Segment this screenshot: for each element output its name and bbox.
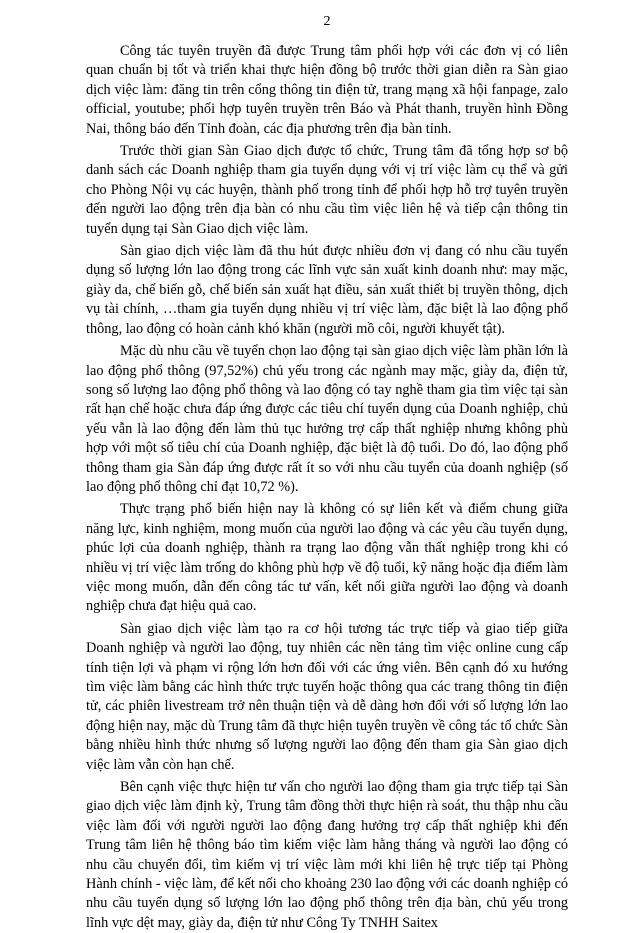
paragraph-communication: Công tác tuyên truyền đã được Trung tâm phối hợp với các đơn vị có liên quan chuẩn bị tốt và triển khai thực hiện đồng bộ trước thời gian diễn ra Sàn giao dịch việc làm: đăng tin trên cổng thông tin điện tử, trang mạng xã hội fanpage, zalo official, youtube; phối hợp tuyên truyền trên Báo và Phát thanh, truyền hình Đồng Nai, thông báo đến Tỉnh đoàn, các địa phương trên địa bàn tỉnh.: [86, 43, 568, 137]
paragraph-current-situation: Thực trạng phổ biến hiện nay là không có sự liên kết và điểm chung giữa năng lực, kinh nghiệm, mong muốn của người lao động và các yêu cầu tuyển dụng, phúc lợi của doanh nghiệp, thành ra trạng lao động vẫn thất nghiệp trong khi có nhiều vị trí việc làm trống do không phù hợp về độ tuổi, kỹ năng hoặc địa điểm làm việc mong muốn, dẫn đến công tác tư vấn, kết nối giữa người lao động và doanh nghiệp chưa đạt hiệu quả cao.: [86, 501, 568, 615]
paragraph-online-trends: Sàn giao dịch việc làm tạo ra cơ hội tương tác trực tiếp và giao tiếp giữa Doanh nghiệp và người lao động, tuy nhiên các nền tảng tìm việc online cung cấp tính tiện lợi và phạm vi rộng lớn hơn đối với các ứng viên. Bên cạnh đó xu hướng tìm việc làm bằng các hình thức trực tuyến hoặc thông qua các trang thông tin điện tử, các phiên livestream trở nên thuận tiện và dễ dàng hơn đối với số lượng lớn lao động hiện nay, mặc dù Trung tâm đã thực hiện tuyên truyền về công tác tổ chức Sàn bằng nhiều hình thức nhưng số lượng người lao động đến tham gia Sàn giao dịch việc làm vẫn còn hạn chế.: [86, 620, 568, 773]
paragraph-consulting: Bên cạnh việc thực hiện tư vấn cho người lao động tham gia trực tiếp tại Sàn giao dịch việc làm định kỳ, Trung tâm đồng thời thực hiện rà soát, thu thập nhu cầu việc làm đối với người người lao động đang hưởng trợ cấp thất nghiệp khi đến Trung tâm liên hệ thông báo tìm kiếm việc làm hằng tháng và người lao động có nhu cầu chuyển đổi, tìm kiếm vị trí việc làm mới khi liên hệ trực tiếp tại Phòng Hành chính - việc làm, để kết nối cho khoảng 230 lao động với các doanh nghiệp có nhu cầu tuyển dụng số lượng lớn lao động phổ thông trên địa bàn, chủ yếu trong lĩnh vực dệt may, giày da, điện tử như Công Ty TNHH Saitex: [86, 779, 568, 931]
paragraph-labor-demand: Mặc dù nhu cầu về tuyển chọn lao động tại sàn giao dịch việc làm phần lớn là lao động phổ thông (97,52%) chủ yếu trong các ngành may mặc, giày da, điện tử, song số lượng lao động phổ thông và lao động có tay nghề tham gia tìm việc tại sàn rất hạn chế hoặc chưa đáp ứng được các tiêu chí tuyển dụng của Doanh nghiệp, chủ yếu vẫn là lao động đến làm thủ tục hưởng trợ cấp thất nghiệp nhưng không phù hợp với một số tiêu chí của Doanh nghiệp, đặc biệt là độ tuổi. Do đó, lao động phổ thông tham gia Sàn đáp ứng được rất ít so với nhu cầu tuyển của doanh nghiệp (số lao động phổ thông chỉ đạt 10,72 %).: [86, 343, 568, 495]
paragraph-enterprise-list: Trước thời gian Sàn Giao dịch được tổ chức, Trung tâm đã tổng hợp sơ bộ danh sách các Doanh nghiệp tham gia tuyển dụng với vị trí việc làm cụ thể và gửi cho Phòng Nội vụ các huyện, thành phố trong tỉnh để phối hợp hỗ trợ tuyên truyền đến người lao động trên địa bàn có nhu cầu tìm việc liên hệ và tiếp cận thông tin tuyển dụng tại Sàn Giao dịch việc làm.: [86, 143, 568, 237]
page-number: 2: [323, 14, 331, 29]
paragraph-recruiting-units: Sàn giao dịch việc làm đã thu hút được nhiều đơn vị đang có nhu cầu tuyển dụng số lượng lớn lao động trong các lĩnh vực sản xuất kinh doanh như: may mặc, giày da, chế biến gỗ, chế biến sản xuất hạt điều, sản xuất thiết bị truyền thông, dịch vụ tài chính, …tham gia tuyển dụng nhiều vị trí việc làm, đặc biệt là lao động phổ thông, lao động có hoàn cảnh khó khăn (người mồ côi, người khuyết tật).: [86, 243, 568, 337]
